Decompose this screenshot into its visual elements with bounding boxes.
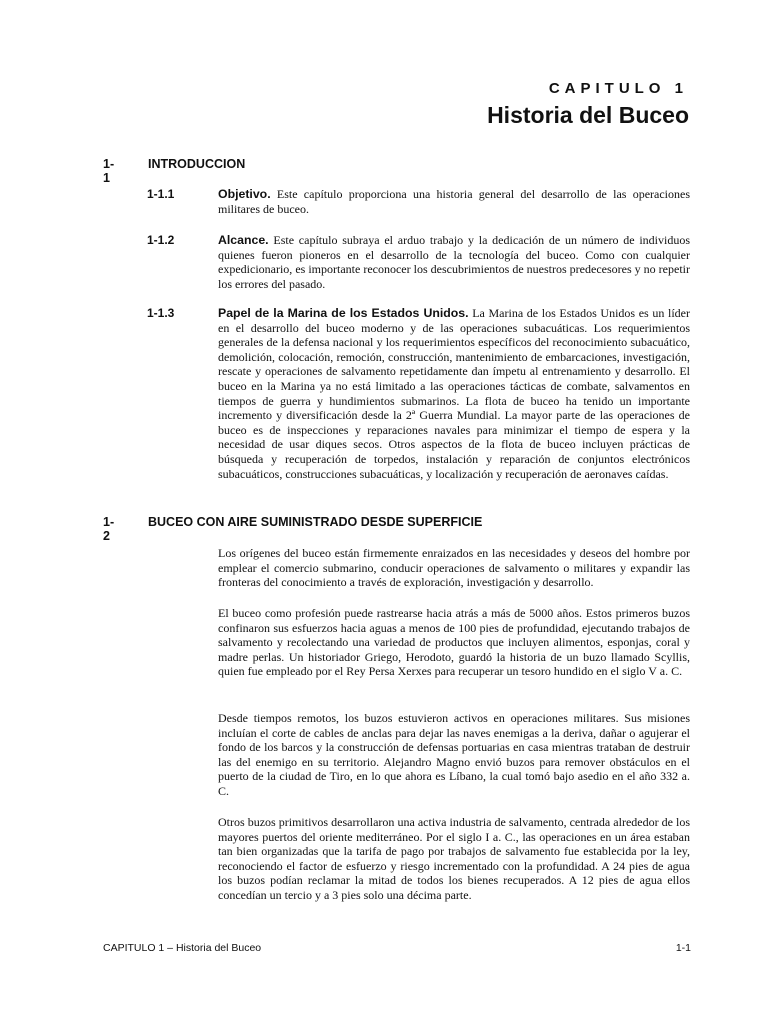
subsection-text: Este capítulo subraya el arduo trabajo y la dedicación de un número de individuos quienes fueron pioneros en el desarrollo de la tecnología del buceo. Como con cualquier expedicionario, es importante reconocer los descubrimientos de nuestros predecesores y no repetir los errores del pasado.	[218, 233, 691, 291]
paragraph: Desde tiempos remotos, los buzos estuvieron activos en operaciones militares. Sus misiones incluían el corte de cables de anclas para dejar las naves enemigas a la deriva, dañar o agujerar el fondo de los barcos y la construcción de defensas portuarias en casa mientras trataban de destruir las del enemigo en su territorio. Alejandro Magno envió buzos para remover obstáculos en el puerto de la ciudad de Tiro, en lo que ahora es Líbano, la cual tomó bajo asedio en el año 332 a. C.	[218, 711, 690, 798]
paragraph: Otros buzos primitivos desarrollaron una activa industria de salvamento, centrada alrededor de los mayores puertos del oriente mediterráneo. Por el siglo I a. C., las operaciones en un área estaban tan bien organizadas que la tarifa de pago por trabajos de salvamento fue establecida por la ley, reconociendo el factor de esfuerzo y riesgo incrementado con la profundidad. A 24 pies de agua los buzos podían reclamar la mitad de todos los bienes recuperados. A 12 pies de agua ellos concedían un tercio y a 3 pies solo una décima parte.	[218, 815, 690, 902]
subsection-body	[218, 306, 690, 481]
subsection-1-1-2	[147, 233, 690, 291]
subsection-1-1-3	[147, 306, 690, 481]
subsection-body	[218, 187, 690, 216]
chapter-title: Historia del Buceo	[487, 102, 689, 128]
subsection-body	[218, 233, 690, 291]
subsection-number: 1-1.2	[147, 233, 175, 247]
section-title: INTRODUCCION	[148, 157, 246, 171]
section-number: 1-1	[103, 157, 115, 185]
chapter-label: CAPITULO 1	[548, 80, 688, 97]
subsection-text: Este capítulo proporciona una historia general del desarrollo de las operaciones militares de buceo.	[218, 187, 691, 216]
subsection-lead: Alcance.	[218, 233, 269, 247]
paragraph: Los orígenes del buceo están firmemente enraizados en las necesidades y deseos del hombre por emplear el comercio submarino, conducir operaciones de salvamento o militares y expandir las fronteras del conocimiento a través de exploración, investigación y desarrollo.	[218, 546, 690, 590]
subsection-lead: Objetivo.	[218, 187, 271, 201]
section-number: 1-2	[103, 515, 115, 543]
paragraph: El buceo como profesión puede rastrearse hacia atrás a más de 5000 años. Estos primeros buzos confinaron sus esfuerzos hacia aguas a menos de 100 pies de profundidad, ejecutando trabajos de salvamento y recolectando una variedad de productos que incluyen alimentos, esponjas, coral y madre perlas. Un historiador Griego, Herodoto, guardó la historia de un buzo llamado Scyllis, quien fue empleado por el Rey Persa Xerxes para recuperar un tesoro hundido en el siglo V a. C.	[218, 606, 690, 679]
section-title: BUCEO CON AIRE SUMINISTRADO DESDE SUPERFICIE	[148, 515, 483, 529]
subsection-1-1-1	[147, 187, 690, 216]
subsection-number: 1-1.3	[147, 306, 175, 320]
footer-page-number: 1-1	[675, 942, 691, 954]
subsection-number: 1-1.1	[147, 187, 175, 201]
subsection-lead: Papel de la Marina de los Estados Unidos.	[218, 306, 469, 320]
subsection-text: La Marina de los Estados Unidos es un líder en el desarrollo del buceo moderno y de las operaciones subacuáticas. Los requerimientos generales de la defensa nacional y los requerimientos específicos del reconocimiento subacuático, demolición, colocación, remoción, construcción, mantenimiento de embarcaciones, investigación, rescate y operaciones de salvamento repetidamente dan ímpetu al entrenamiento y desarrollo. El buceo en la Marina ya no está limitado a las operaciones tácticas de combate, salvamentos en tiempos de guerra y hundimientos submarinos. La flota de buceo ha tenido un importante incremento y diversificación desde la 2ª Guerra Mundial. La mayor parte de las operaciones de buceo es de inspecciones y reparaciones navales para minimizar el tiempo de espera y la necesidad de usar diques secos. Otros aspectos de la flota de buceo incluyen prácticas de búsqueda y recuperación de torpedos, instalación y reparación de conjuntos electrónicos subacuáticos, construcciones subacuáticas, y localización y recuperación de aeronaves caídas.	[218, 306, 691, 481]
footer-chapter: CAPITULO 1 – Historia del Buceo	[103, 942, 262, 954]
